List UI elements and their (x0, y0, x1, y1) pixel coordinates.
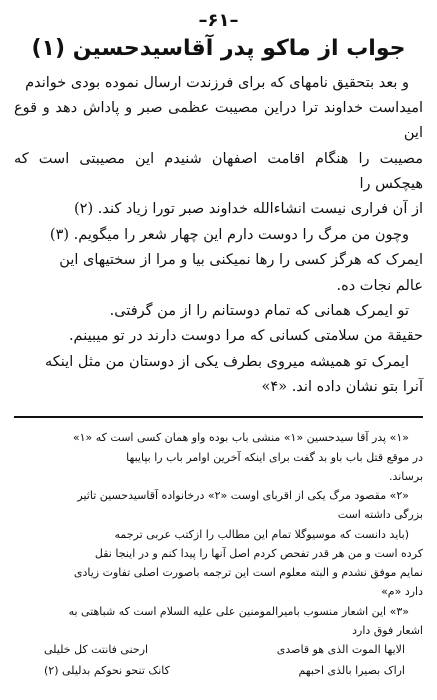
body-line: امیداست خداوند ترا دراین مصیبت عظمی صبر و پاداش دهد و قوع این (14, 99, 423, 142)
verse-hemistich-right: الایها الموت الذی هو قاصدی (276, 643, 405, 657)
footnote-divider (14, 416, 423, 418)
verse-line (14, 640, 423, 661)
body-line: وچون من مرگ را دوست دارم این چهار شعر را میگویم. (۳) (49, 226, 409, 243)
verse-hemistich-left: ارحنی فانتت کل خلیلی (44, 643, 149, 657)
body-line: و بعد بتحقیق نامهای که برای فرزندت ارسال نموده بودی خواندم (25, 74, 409, 91)
footnote-line: دارد «م» (381, 585, 423, 599)
body-line: عالم نجات ده. (336, 277, 423, 294)
page-title: جواب از ماکو پدر آقاسیدحسین (۱) (31, 36, 406, 61)
footnote-line: کرده است و من هر قدر تفحص کردم اصل آنها را پیدا کنم و در اینجا نقل (94, 546, 423, 560)
footnote-line: «۱» پدر آقا سیدحسین «۱» منشی باب بوده واو همان کسی است که «۱» (72, 431, 409, 445)
page-number: –۶۱– (198, 10, 239, 31)
footnote-line: برساند. (388, 469, 423, 483)
verse-line (14, 661, 423, 682)
body-line: آنرا بتو نشان داده اند. «۴» (261, 379, 423, 395)
verse-hemistich-right: اراک بصیرا بالذی احبهم (298, 664, 405, 678)
footnote-line: «۳» این اشعار منسوب بامیرالمومنین علی علیه السلام است که شباهتی به (68, 604, 409, 618)
main-body (14, 71, 423, 401)
body-line: از آن فراری نیست انشاءالله خداوند صبر تورا زیاد کند. (۲) (74, 201, 423, 218)
footnote-line: «۲» مقصود مرگ یکی از اقربای اوست «۲» درخانواده آقاسیدحسین تاثیر (77, 489, 409, 503)
footnote-line: اشعار فوق دارد (352, 623, 423, 637)
footnote-line: (باید دانست که موسیوگلا تمام این مطالب را ازکتب عربی ترجمه (114, 527, 409, 541)
footnote-line: نمایم موفق نشدم و البته معلوم است این ترجمه باصورت اصلی تفاوت زیادی (73, 566, 423, 580)
footnotes (14, 428, 423, 640)
footnote-line: بزرگی داشته است (337, 508, 423, 522)
body-line: مصیبت را هنگام اقامت اصفهان شنیدم این مصیبتی است که هیچکس را (14, 150, 423, 192)
footnote-line: در موقع قتل باب باو بد گفت برای اینکه آخرین اوامر باب را بپایبها (126, 450, 423, 464)
body-line: ایمرک که هرگز کسی را رها نمیکنی بیا و مرا از سختیهای این (59, 252, 423, 269)
body-line: تو ایمرک همانی که تمام دوستانم را از من گرفتی. (109, 302, 409, 319)
body-line: حقیقة من سلامتی کسانی که مرا دوست دارند در تو میبینم. (68, 328, 423, 345)
verse-hemistich-left: کانک تنحو نحوکم بدلیلی (۲) (44, 664, 170, 678)
body-line: ایمرک تو همیشه میروی بطرف یکی از دوستان من مثل اینکه (45, 353, 409, 370)
